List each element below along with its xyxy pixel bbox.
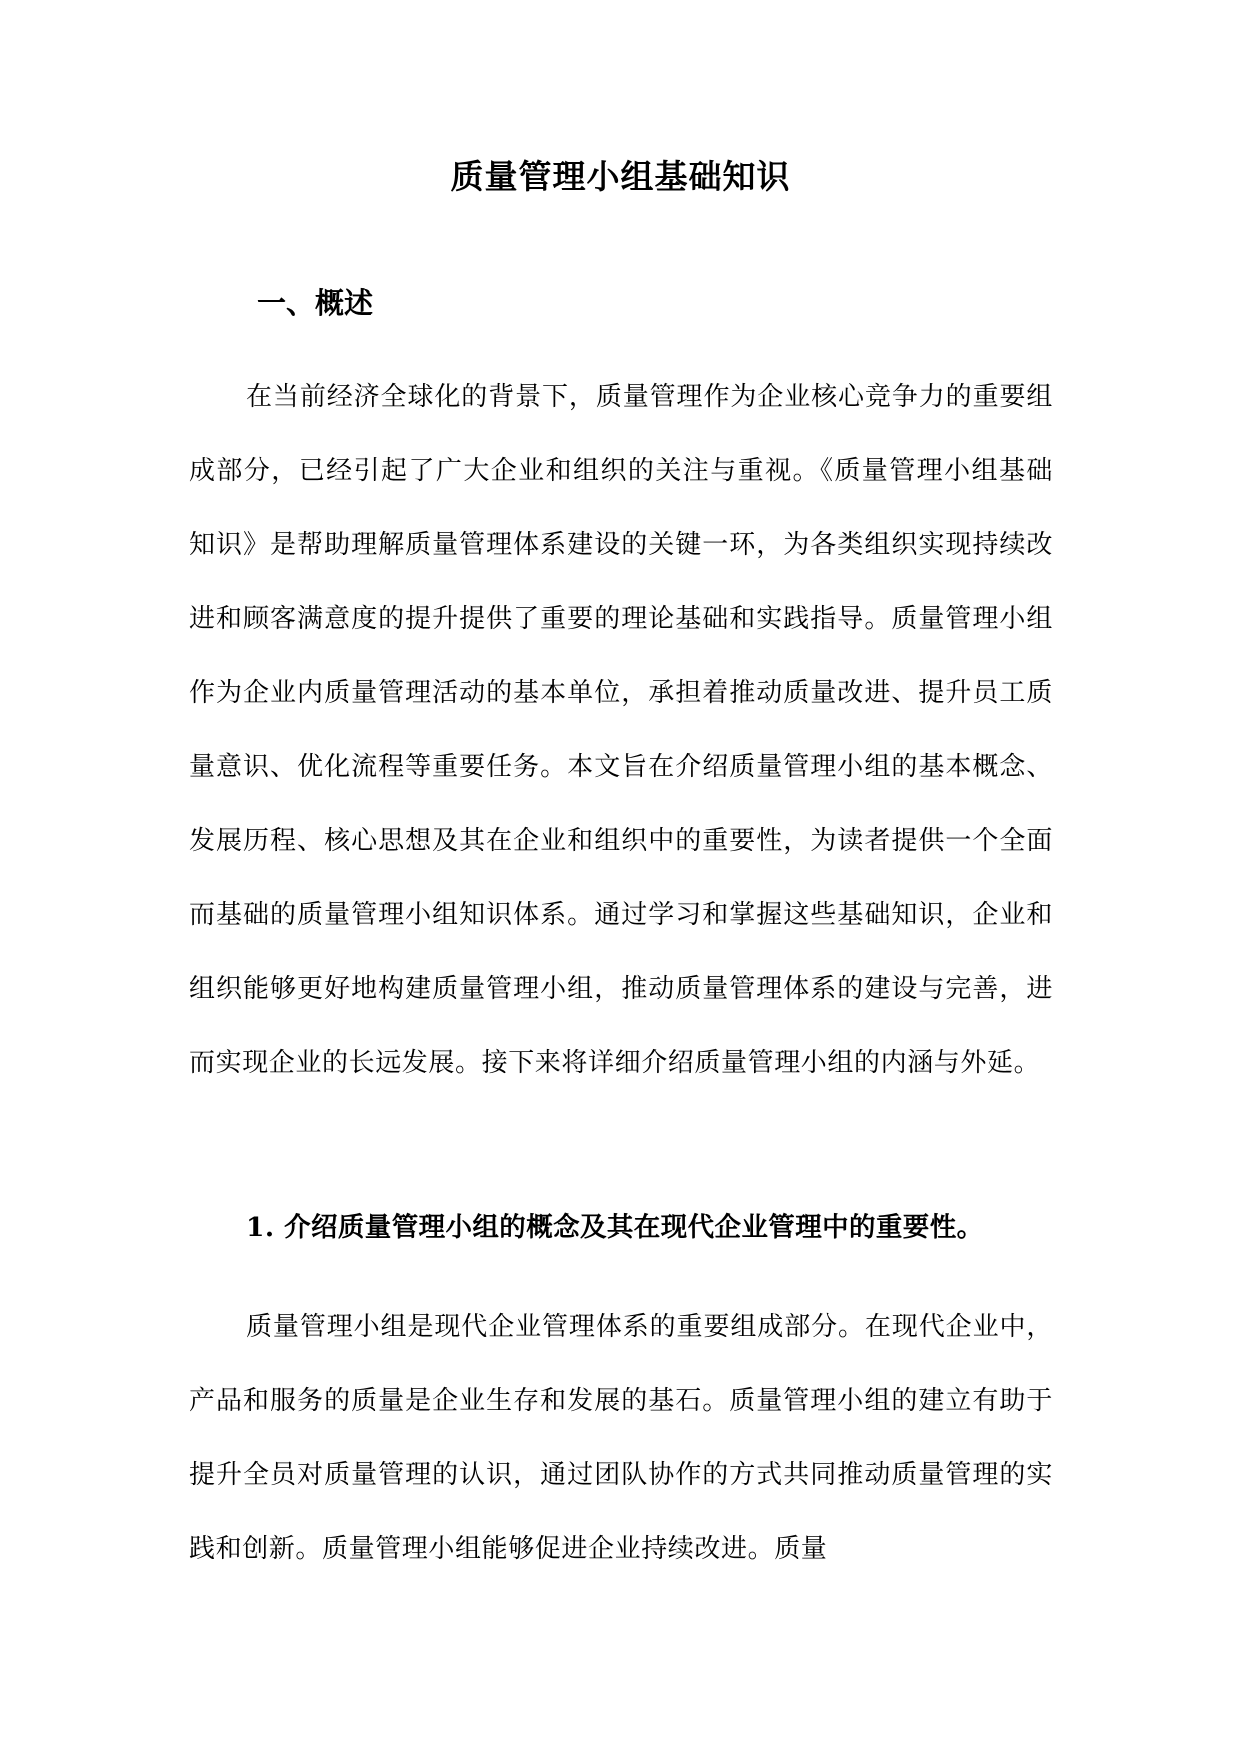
overview-paragraph: 在当前经济全球化的背景下，质量管理作为企业核心竞争力的重要组成部分，已经引起了广大企业和组织的关注与重视。《质量管理小组基础知识》是帮助理解质量管理体系建设的关键一环，为各类组织实现持续改进和顾客满意度的提升提供了重要的理论基础和实践指导。质量管理小组作为企业内质量管理活动的基本单位，承担着推动质量改进、提升员工质量意识、优化流程等重要任务。本文旨在介绍质量管理小组的基本概念、发展历程、核心思想及其在企业和组织中的重要性，为读者提供一个全面而基础的质量管理小组知识体系。通过学习和掌握这些基础知识，企业和组织能够更好地构建质量管理小组，推动质量管理体系的建设与完善，进而实现企业的长远发展。接下来将详细介绍质量管理小组的内涵与外延。: [189, 382, 1053, 1078]
document-title: 质量管理小组基础知识: [450, 157, 791, 196]
section-heading-overview: 一、概述: [257, 286, 374, 320]
subheading-concept: 1. 介绍质量管理小组的概念及其在现代企业管理中的重要性。: [246, 1212, 984, 1243]
concept-paragraph: 质量管理小组是现代企业管理体系的重要组成部分。在现代企业中，产品和服务的质量是企业生存和发展的基石。质量管理小组的建立有助于提升全员对质量管理的认识，通过团队协作的方式共同推动质量管理的实践和创新。质量管理小组能够促进企业持续改进。质量: [189, 1312, 1053, 1564]
